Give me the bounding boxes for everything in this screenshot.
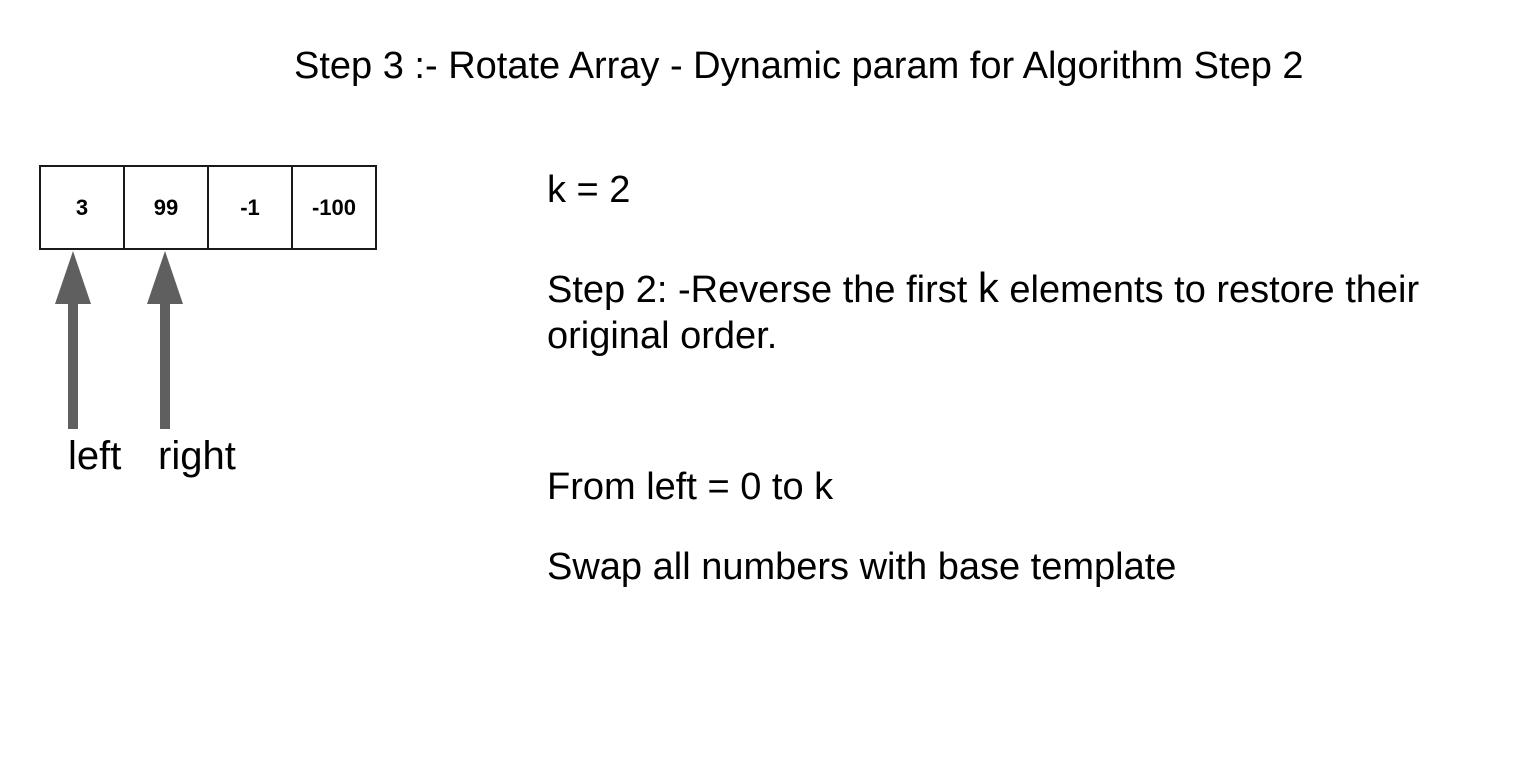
left-pointer-label: left — [68, 434, 122, 478]
array-cell-3: -100 — [311, 194, 357, 220]
right-pointer-arrow-icon — [145, 251, 185, 429]
swap-instruction-text: Swap all numbers with base template — [547, 546, 1177, 588]
array-row — [39, 165, 377, 250]
right-pointer-label: right — [158, 434, 236, 478]
array-cell-0: 3 — [41, 167, 125, 248]
step-2-prefix: Step 2: -Reverse the first — [547, 269, 978, 311]
step-2-k: k — [977, 264, 999, 311]
loop-range-text: From left = 0 to k — [547, 466, 834, 508]
slide-title: Step 3 :- Rotate Array - Dynamic param for Algorithm Step 2 — [294, 45, 1304, 87]
step-2-suffix: elements to restore their original order. — [547, 269, 1420, 357]
step-2-description — [547, 265, 1427, 359]
left-pointer-arrow-icon — [53, 251, 93, 429]
array-cell-2: -1 — [209, 167, 293, 248]
array-cell-1: 99 — [125, 167, 209, 248]
k-value-text: k = 2 — [547, 169, 631, 211]
